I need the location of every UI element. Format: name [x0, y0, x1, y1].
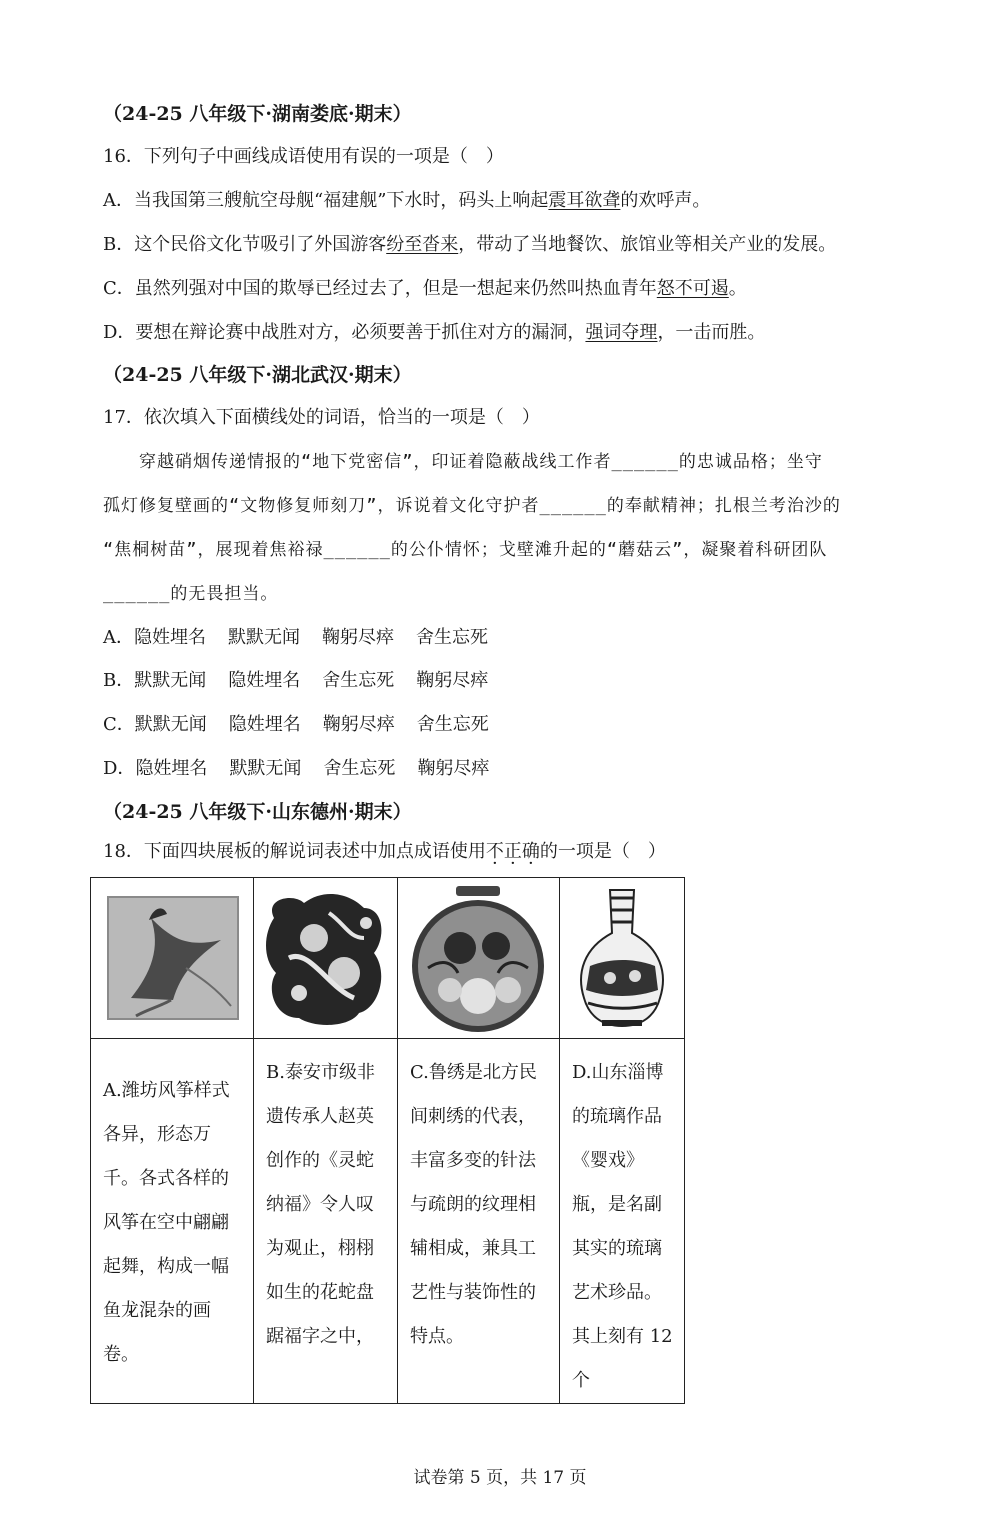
q17-option-b: B．默默无闻 隐姓埋名 舍生忘死 鞠躬尽瘁	[103, 670, 489, 691]
source-heading-3: （24-25 八年级下·山东德州·期末）	[103, 801, 412, 823]
q17-option-c: C．默默无闻 隐姓埋名 鞠躬尽瘁 舍生忘死	[103, 714, 489, 735]
board-d-image	[560, 878, 685, 1039]
q16-option-b: B．这个民俗文化节吸引了外国游客纷至沓来，带动了当地餐饮、旅馆业等相关产业的发展。	[103, 234, 837, 255]
board-d-dotted-idiom: 名 ·副 ·其 ·实 ·	[572, 1194, 662, 1259]
q16-option-c: C．虽然列强对中国的欺辱已经过去了，但是一想起来仍然叫热血青年怒不可遏。	[103, 278, 747, 299]
board-b-image	[254, 878, 398, 1039]
q17-passage-line-4: ______的无畏担当。	[103, 584, 279, 604]
q17-passage-line-2: 孤灯修复壁画的“文物修复师刻刀”，诉说着文化守护者______的奉献精神；扎根兰考治沙的	[103, 496, 841, 516]
board-b-dotted-idiom: 叹 ·为 ·观 ·止 ·	[266, 1194, 374, 1259]
page-footer: 试卷第 5 页，共 17 页	[413, 1468, 587, 1488]
kite-image	[91, 878, 253, 1038]
board-c-dotted-idiom: 相 ·辅 ·相 ·成 ·	[410, 1194, 536, 1259]
exhibit-board-table	[90, 877, 685, 1404]
fu-papercut-image	[254, 878, 397, 1038]
q17-option-d: D．隐姓埋名 默默无闻 舍生忘死 鞠躬尽瘁	[103, 758, 490, 779]
board-c-text: C.鲁绣是北方民间刺绣的代表，丰富多变的针法与疏朗的纹理相 ·辅 ·相 ·成 ·，兼具工艺性与装饰性的特点。	[398, 1039, 560, 1404]
q17-passage-line-3: “焦桐树苗”，展现着焦裕禄______的公仆情怀；戈壁滩升起的“蘑菇云”，凝聚着科研团队	[103, 540, 828, 560]
board-a-dotted-idiom: 鱼 ·龙 ·混 ·杂 ·	[103, 1300, 175, 1321]
board-a-image	[91, 878, 254, 1039]
board-a-text: A.潍坊风筝样式各异，形态万千。各式各样的风筝在空中翩翩起舞，构成一幅鱼 ·龙 ·混 ·杂 ·的画卷。	[91, 1039, 254, 1404]
q18-stem-dotted: 不正确	[485, 841, 540, 862]
board-d-text: D.山东淄博的琉璃作品《婴戏》瓶，是名 ·副 ·其 ·实 ·的琉璃艺术珍品。其上刻有 12 个	[560, 1039, 685, 1404]
q16-option-a: A．当我国第三艘航空母舰“福建舰”下水时，码头上响起震耳欲聋的欢呼声。	[103, 190, 711, 211]
embroidery-hoop-image	[398, 878, 559, 1038]
board-b-text: B.泰安市级非遗传承人赵英创作的《灵蛇纳福》令人叹 ·为 ·观 ·止 ·，栩栩如生的花蛇盘踞福字之中，	[254, 1039, 398, 1404]
source-heading-1: （24-25 八年级下·湖南娄底·期末）	[103, 103, 412, 125]
q17-passage-line-1: 穿越硝烟传递情报的“地下党密信”，印证着隐蔽战线工作者______的忠诚品格；坐守	[103, 452, 823, 472]
q18-stem: 18．下面四块展板的解说词表述中加点成语使用不正确的一项是（ ）	[103, 841, 666, 862]
board-c-image	[398, 878, 560, 1039]
q17-option-a: A．隐姓埋名 默默无闻 鞠躬尽瘁 舍生忘死	[103, 627, 488, 648]
q17-stem: 17．依次填入下面横线处的词语，恰当的一项是（ ）	[103, 407, 540, 428]
q16-stem: 16．下列句子中画线成语使用有误的一项是（ ）	[103, 146, 504, 167]
glass-vase-image	[560, 878, 684, 1038]
q16-option-d: D．要想在辩论赛中战胜对方，必须要善于抓住对方的漏洞，强词夺理，一击而胜。	[103, 322, 766, 343]
source-heading-2: （24-25 八年级下·湖北武汉·期末）	[103, 364, 412, 386]
